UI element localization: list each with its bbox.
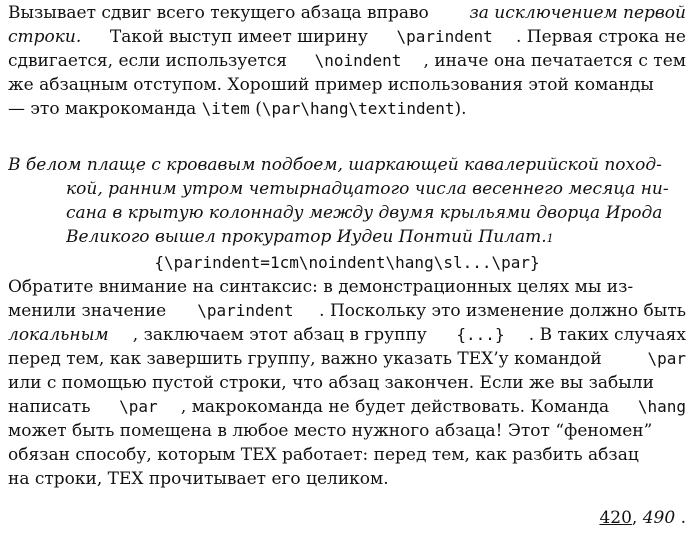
text-span: написать	[8, 397, 96, 417]
text-span: может быть помещена в любое место нужного абзаца! Этот “феномен”	[8, 421, 653, 441]
text-span: . Первая строка не	[515, 27, 686, 47]
text-span: обязан способу, которым TEX работает: перед тем, как разбить абзац	[8, 445, 639, 465]
text-span: ).	[454, 99, 467, 119]
example-text: сана в крытую колоннаду между двумя крыльями дворца Ирода	[66, 203, 663, 223]
para2-line-6	[8, 395, 686, 419]
text-span: — это макрокоманда	[8, 99, 202, 119]
para1-line-1	[8, 1, 686, 25]
text-span: Вызывает сдвиг всего текущего абзаца вправо	[8, 3, 435, 23]
footnote-mark: 1	[546, 232, 554, 245]
code-token: \par	[119, 397, 158, 416]
code-token: {...}	[456, 325, 505, 344]
italic-text-span: локальным	[8, 325, 109, 345]
text-span: или с помощью пустой строки, что абзац закончен. Если же вы забыли	[8, 373, 654, 393]
example-text: В белом плаще с кровавым подбоем, шаркающей кавалерийской поход-	[8, 155, 662, 175]
code-token: \noindent	[314, 51, 402, 70]
para2-line-4	[8, 347, 686, 371]
page-ref-italic[interactable]: 490	[642, 508, 676, 528]
text-span: Такой выступ имеет ширину	[104, 27, 374, 47]
para1-line-3	[8, 49, 686, 73]
para2-line-8	[8, 443, 686, 467]
code-token: \hang	[637, 397, 686, 416]
ref-separator: ,	[631, 508, 643, 528]
example-line-3	[66, 201, 686, 225]
example-text: Великого вышел прокуратор Иудеи Понтий Пилат.	[66, 227, 547, 247]
example-line-2	[66, 177, 686, 201]
code-token: \par	[647, 349, 686, 368]
para2-line-3	[8, 323, 686, 347]
text-span: . В таких случаях	[528, 325, 686, 345]
text-span: перед тем, как завершить группу, важно указать TEX’у командой	[8, 349, 608, 369]
para2-line-2	[8, 299, 686, 323]
code-line	[8, 251, 686, 275]
text-span: , заключаем этот абзац в группу	[132, 325, 433, 345]
code-token: \par\hang\textindent	[261, 99, 455, 118]
ref-end: .	[675, 508, 686, 528]
code-token: \parindent	[197, 301, 294, 320]
page-references	[599, 506, 686, 530]
code-token: \item	[201, 99, 250, 118]
para1-line-2	[8, 25, 686, 49]
para2-line-5	[8, 371, 686, 395]
para1-line-5	[8, 97, 686, 121]
text-span: на строки, TEX прочитывает его целиком.	[8, 469, 389, 489]
text-span: , макрокоманда не будет действовать. Команда	[180, 397, 615, 417]
italic-text-span: за исключением первой	[469, 3, 686, 23]
example-line-1	[8, 153, 686, 177]
italic-text-span: строки.	[8, 27, 82, 47]
text-span: менили значение	[8, 301, 172, 321]
text-span: сдвигается, если используется	[8, 51, 293, 71]
para1-line-4	[8, 73, 686, 97]
code-example: {\parindent=1cm\noindent\hang\sl...\par}	[154, 253, 540, 272]
code-token: \parindent	[396, 27, 493, 46]
page-ref-link[interactable]: 420	[599, 508, 632, 528]
text-span: же абзацным отступом. Хороший пример использования этой команды	[8, 75, 654, 95]
para2-line-9	[8, 467, 686, 491]
para2-line-7	[8, 419, 686, 443]
text-span: . Поскольку это изменение должно быть	[319, 301, 686, 321]
para2-line-1	[8, 275, 686, 299]
text-span: Обратите внимание на синтаксис: в демонстрационных целях мы из-	[8, 277, 634, 297]
example-text: кой, ранним утром четырнадцатого числа весеннего месяца ни-	[66, 179, 669, 199]
text-span: (	[249, 99, 262, 119]
text-span: , иначе она печатается с тем	[423, 51, 686, 71]
example-line-4	[66, 225, 686, 249]
